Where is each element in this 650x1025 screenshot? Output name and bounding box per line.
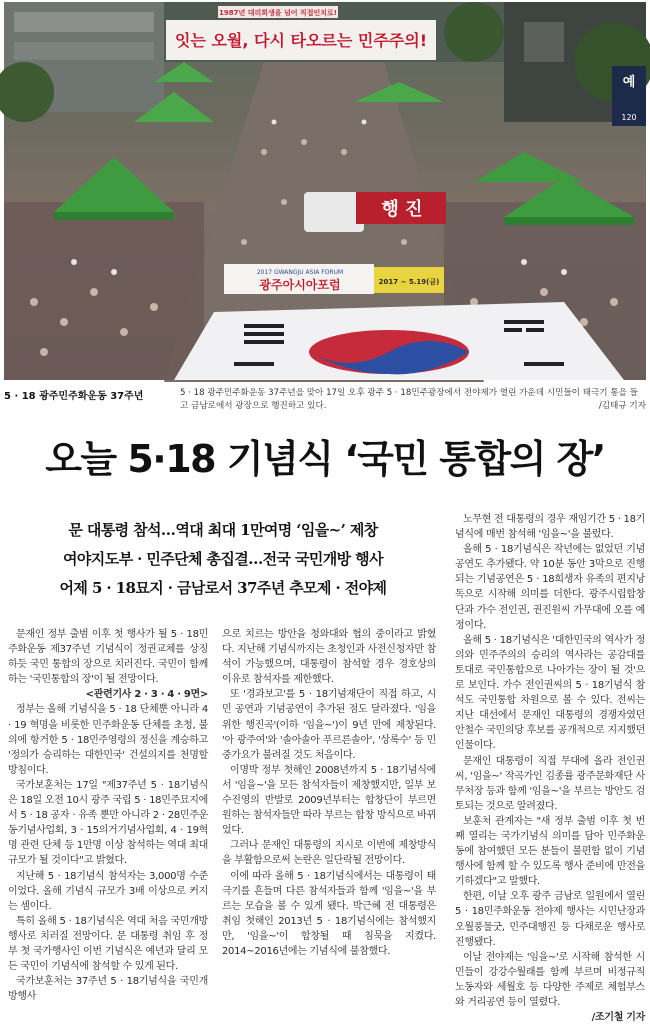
subheads: [0, 516, 446, 603]
taegukgi-flag: [174, 302, 624, 380]
march-scene-illustration: [4, 2, 646, 380]
paragraph: 이명박 정부 첫해인 2008년까지 5 · 18기념식에서 '임을~'을 모든 참석자들이 제창했지만, 일부 보수진영의 반발로 2009년부터는 합창단이 부르면 원하는 참석자들만 따라 부르는 합창 방식으로 바뀌었다.: [222, 764, 436, 837]
caption-text: [180, 387, 646, 413]
article-column-2: [222, 627, 436, 959]
related-articles: <관련기사 2 · 3 · 4 · 9면>: [85, 689, 208, 701]
article-column-3: [455, 512, 645, 1025]
paragraph: 지난해 5 · 18기념식 참석자는 3,000명 수준이었다. 올해 기념식 규모가 3배 이상으로 커지는 셈이다.: [8, 870, 208, 912]
paragraph: 보훈처 관계자는 "새 정부 출범 이후 첫 번째 열리는 국가기념식 의미를 담아 민주화운동에 참여했던 모든 분들이 불편함 없이 기념행사에 함께 할 수 있도록 행사 준비에 만전을 기하겠다"고 말했다.: [455, 815, 645, 888]
caption-body: 5 · 18 광주민주화운동 37주년을 맞아 17일 오후 광주 5 · 18민주광장에서 전야제가 열린 가운데 시민들이 태극기 통을 들고 금남로에서 광장으로 행진하고 있다.: [180, 388, 638, 411]
banner-top-small-text: 1987년 대리희생을 넘어 직접인치로!: [219, 9, 337, 17]
paragraph: 정부는 올해 기념식을 5 · 18 단체뿐 아니라 4 · 19 혁명을 비롯한 민주화운동 단체를 초청, 불의에 항거한 5 · 18민주영령의 정신을 계승하고 '정의가 승리하는 대한민국' 건설의지를 천명할 방침이다.: [8, 704, 208, 776]
paragraph: 또 '경과보고'를 5 · 18기념재단이 직접 하고, 시민 공연과 기념공연이 추가된 점도 달라졌다. '임을 위한 행진곡'(이하 '임을~')이 9년 만에 제창된다. '아 광주여'와 '솔아솔아 푸르른솔아', '상록수' 등 민중가요가 불려질 것도 처음이다.: [222, 689, 436, 761]
banner-top-text: 잇는 오월, 다시 타오르는 민주주의!: [174, 31, 428, 50]
paragraph: 으로 치르는 방안을 청와대와 협의 중이라고 밝혔다. 지난해 기념식까지는 초청인과 사전신청자만 참석이 가능했으며, 대통령이 참석할 경우 경호상의 이유로 참석자를 제한했다.: [222, 629, 436, 686]
sign-right-text: 예: [622, 75, 636, 90]
subhead-1: 문 대통령 참석…역대 최대 1만여명 ‘임을~’ 제창: [68, 521, 378, 539]
subhead-3: 어제 5 · 18묘지 · 금남로서 37주년 추모제 · 전야제: [59, 579, 387, 597]
paragraph: 문재인 대통령이 직접 무대에 올라 전인권씨, '임을~' 작곡가인 김종률 광주문화재단 사무처장 등과 함께 '임을~'을 부르는 방안도 검토되는 것으로 알려졌다.: [455, 755, 645, 812]
banner-right-text: 2017 ~ 5.19(금): [378, 278, 440, 286]
paragraph: 국가보훈처는 17일 "제37주년 5 · 18기념식은 18일 오전 10시 광주 국립 5 · 18민주묘지에서 5 · 18 공자 · 유족 뿐만 아니라 2 · 28민주운동기념사업회, 3 · 15의거기념사업회, 4 · 19혁명 관련 단체 등 1만명 이상 참석하는 역대 최대규모가 될 것이다"고 밝혔다.: [8, 779, 208, 867]
photo-caption: [4, 384, 646, 420]
caption-tag: 5 · 18 광주민주화운동 37주년: [4, 391, 144, 402]
paragraph: 한편, 이날 오후 광주 금남로 일원에서 열린 5 · 18민주화운동 전야제 행사는 시민난장과 오월풍물굿, 민주대행진 등 다채로운 행사로 진행됐다.: [455, 891, 645, 948]
paragraph: 올해 5 · 18기념식은 '대한민국의 역사가 정의와 민주주의의 승리의 역사라는 공감대를 토대로 국민통합으로 나아가는 장이 될 것'으로 보인다. 가수 전인권씨의 5 · 18기념식 참석도 국민통합 차원으로 볼 수 있다. 전씨는 지난 대선에서 문재인 대통령의 경쟁자였던 안철수 국민의당 후보를 공개적으로 지지했던 인물이다.: [455, 634, 645, 752]
paragraph: 국가보훈처는 37주년 5 · 18기념식을 국민개방행사: [8, 976, 208, 1003]
paragraph: 문재인 정부 출범 이후 첫 행사가 될 5 · 18민주화운동 제37주년 기념식이 정권교체를 상징하듯 국민 통합의 장으로 치러진다. 국민이 함께하는 '국민통합의 장'이 될 전망이다.: [8, 629, 208, 686]
paragraph: 노무현 전 대통령의 경우 재임기간 5 · 18기념식에 매번 참석해 '임을~'을 불렀다.: [455, 514, 645, 541]
caption-credit: /김태규 기자: [598, 401, 646, 411]
news-photo: [4, 2, 646, 380]
paragraph: 이에 따라 올해 5 · 18기념식에서는 대통령이 태극기를 흔들며 다른 참석자들과 함께 '임을~'을 부르는 모습을 볼 수 있게 됐다. 박근혜 전 대통령은 취임 첫해인 2013년 5 · 18기념식에는 참석했지만, '임을~'이 합창될 때 침묵을 지켰다. 2014~2016년에는 기념식에 불참했다.: [222, 870, 436, 957]
subhead-2: 여야지도부 · 민주단체 총집결…전국 국민개방 행사: [63, 550, 383, 568]
paragraph: 특히 올해 5 · 18기념식은 역대 처음 국민개방 행사로 치러질 전망이다. 문 대통령 취임 후 정부 첫 국가행사인 이번 기념식은 예년과 달리 모든 국민이 기념식에 참석할 수 있게 된다.: [8, 915, 208, 973]
paragraph: 그러나 문재인 대통령의 지시로 이번에 제창방식을 부활함으로써 논란은 일단락될 전망이다.: [222, 840, 436, 867]
headline: 오늘 5·18 기념식 ‘국민 통합의 장’: [45, 437, 605, 481]
banner-march-text: 행 진: [381, 199, 423, 220]
paragraph: 올해 5 · 18기념식은 작년에는 없었던 기념공연도 추가됐다. 약 10분 동안 3막으로 진행되는 기념공연은 5 · 18희생자 유족의 편지낭독으로 시작해 의미를 더한다. 광주시립합창단과 가수 전인권, 권진원씨 가무대에 오를 예정이다.: [455, 544, 645, 631]
article-column-1: [8, 627, 208, 1004]
paragraph: 이날 전야제는 '임을~'로 시작해 참석한 시민들이 강강수월래를 함께 부르며 비정규직 노동자와 세월호 등 다양한 주제로 체험부스와 거리공연 등이 열렸다.: [455, 951, 645, 1008]
banner-center-small-text: 2017 GWANGJU ASIA FORUM: [256, 269, 344, 276]
byline: /조기철 기자: [591, 1012, 645, 1024]
sign-right-small-text: 120: [621, 113, 637, 122]
banner-center-text: 광주아시아포럼: [259, 278, 341, 292]
